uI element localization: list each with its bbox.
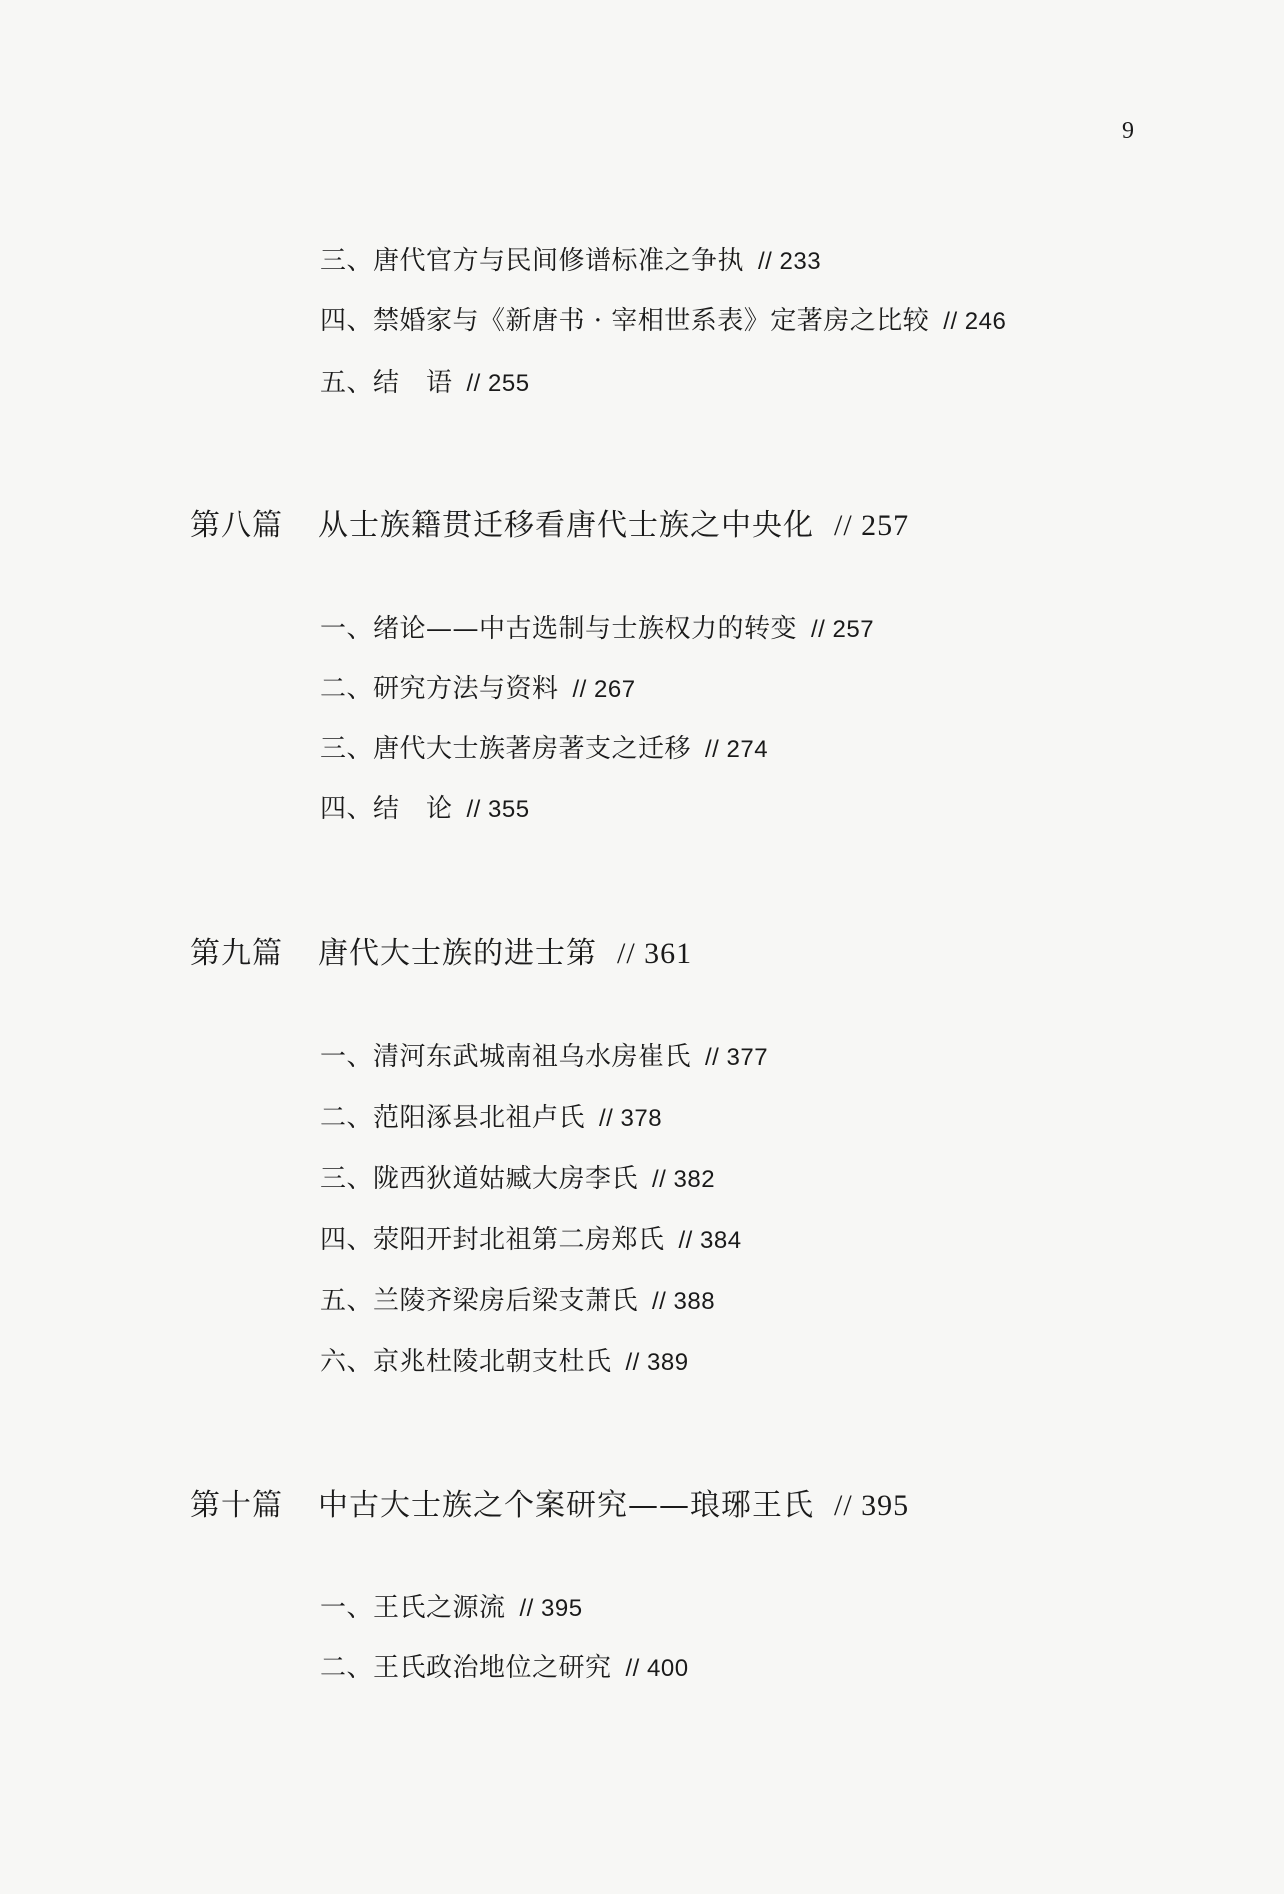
toc-entry-label: 二、王氏政治地位之研究 bbox=[320, 1653, 612, 1683]
toc-entry[interactable] bbox=[320, 240, 821, 277]
section-page: // 257 bbox=[834, 509, 910, 542]
toc-entry[interactable] bbox=[320, 788, 530, 825]
toc-entry-page: // 388 bbox=[652, 1288, 716, 1315]
toc-entry-label: 五、结 语 bbox=[320, 368, 453, 398]
toc-entry-page: // 267 bbox=[572, 676, 636, 703]
toc-entry[interactable] bbox=[320, 1097, 662, 1134]
toc-entry[interactable] bbox=[320, 1219, 742, 1256]
section-number: 第九篇 bbox=[190, 936, 283, 971]
toc-entry-page: // 395 bbox=[519, 1595, 583, 1622]
page-number: 9 bbox=[1122, 118, 1134, 144]
toc-entry-label: 三、陇西狄道姑臧大房李氏 bbox=[320, 1164, 639, 1194]
toc-entry-page: // 384 bbox=[678, 1227, 742, 1254]
toc-entry-page: // 355 bbox=[466, 796, 530, 823]
toc-entry[interactable] bbox=[320, 1587, 583, 1624]
toc-entry[interactable] bbox=[320, 1158, 715, 1195]
section-number: 第八篇 bbox=[190, 508, 283, 543]
section-title: 唐代大士族的进士第 bbox=[318, 936, 597, 971]
toc-entry[interactable] bbox=[320, 1036, 768, 1073]
section-number: 第十篇 bbox=[190, 1488, 283, 1523]
toc-entry-page: // 246 bbox=[943, 308, 1007, 335]
toc-section-heading[interactable] bbox=[190, 1480, 909, 1524]
toc-entry[interactable] bbox=[320, 1341, 689, 1378]
toc-entry[interactable] bbox=[320, 728, 768, 765]
toc-entry-page: // 400 bbox=[625, 1655, 689, 1682]
toc-section-heading[interactable] bbox=[190, 500, 909, 544]
toc-section-heading[interactable] bbox=[190, 928, 692, 972]
toc-entry[interactable] bbox=[320, 1280, 715, 1317]
toc-entry-page: // 233 bbox=[758, 248, 822, 275]
section-title: 从士族籍贯迁移看唐代士族之中央化 bbox=[318, 508, 814, 543]
toc-entry-label: 四、禁婚家与《新唐书 · 宰相世系表》定著房之比较 bbox=[320, 306, 930, 336]
toc-entry-label: 三、唐代官方与民间修谱标准之争执 bbox=[320, 246, 745, 276]
toc-entry-label: 一、清河东武城南祖乌水房崔氏 bbox=[320, 1042, 692, 1072]
toc-entry-label: 三、唐代大士族著房著支之迁移 bbox=[320, 734, 692, 764]
toc-entry[interactable] bbox=[320, 300, 1006, 337]
section-page: // 361 bbox=[617, 937, 693, 970]
toc-entry-label: 一、王氏之源流 bbox=[320, 1593, 506, 1623]
section-title: 中古大士族之个案研究——琅琊王氏 bbox=[318, 1488, 814, 1523]
toc-entry-label: 二、研究方法与资料 bbox=[320, 674, 559, 704]
toc-entry[interactable] bbox=[320, 362, 530, 399]
toc-entry[interactable] bbox=[320, 608, 874, 645]
toc-entry-page: // 378 bbox=[599, 1105, 663, 1132]
toc-entry-label: 四、荥阳开封北祖第二房郑氏 bbox=[320, 1225, 665, 1255]
toc-entry[interactable] bbox=[320, 668, 636, 705]
toc-entry-page: // 255 bbox=[466, 370, 530, 397]
toc-entry-page: // 389 bbox=[625, 1349, 689, 1376]
toc-entry-label: 五、兰陵齐梁房后梁支萧氏 bbox=[320, 1286, 639, 1316]
toc-entry-page: // 257 bbox=[811, 616, 875, 643]
toc-entry-label: 一、绪论——中古选制与士族权力的转变 bbox=[320, 614, 798, 644]
section-page: // 395 bbox=[834, 1489, 910, 1522]
toc-entry-page: // 274 bbox=[705, 736, 769, 763]
toc-entry-page: // 382 bbox=[652, 1166, 716, 1193]
toc-entry-label: 四、结 论 bbox=[320, 794, 453, 824]
toc-entry-label: 二、范阳涿县北祖卢氏 bbox=[320, 1103, 586, 1133]
toc-entry-label: 六、京兆杜陵北朝支杜氏 bbox=[320, 1347, 612, 1377]
toc-entry[interactable] bbox=[320, 1647, 689, 1684]
toc-entry-page: // 377 bbox=[705, 1044, 769, 1071]
